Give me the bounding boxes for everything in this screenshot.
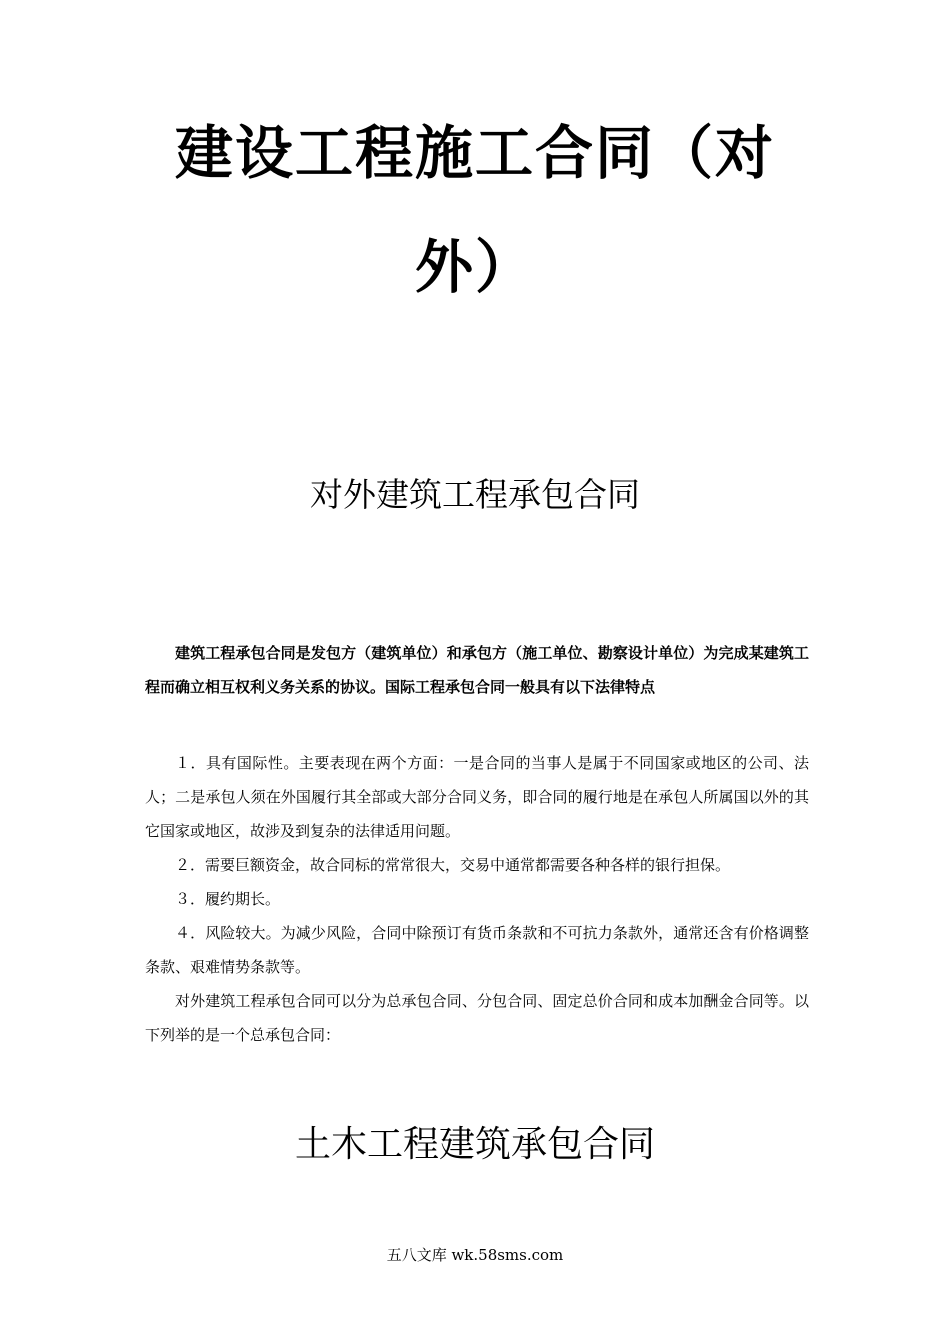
feature-paragraph-4: ４．风险较大。为减少风险，合同中除预订有货币条款和不可抗力条款外，通常还含有价格调整条款、艰难情势条款等。 [145,924,809,976]
intro-text: 建筑工程承包合同是发包方（建筑单位）和承包方（施工单位、勘察设计单位）为完成某建筑工程而确立相互权利义务关系的协议。国际工程承包合同一般具有以下法律特点 [145,644,809,696]
section-title-foreign-contract: 对外建筑工程承包合同 [310,475,640,514]
document-title-line-2: 外） [414,233,535,301]
feature-paragraph-1: １．具有国际性。主要表现在两个方面：一是合同的当事人是属于不同国家或地区的公司、法人；二是承包人须在外国履行其全部或大部分合同义务，即合同的履行地是在承包人所属国以外的其它国家或地区，故涉及到复杂的法律适用问题。 [145,754,809,840]
feature-paragraph-3: ３．履约期长。 [175,890,281,908]
intro-paragraph [145,636,809,704]
feature-paragraph-2: ２．需要巨额资金，故合同标的常常很大，交易中通常都需要各种各样的银行担保。 [175,856,731,874]
section-title-civil-contract: 土木工程建筑承包合同 [294,1124,655,1165]
document-title-line-1: 建设工程施工合同（对 [174,119,775,187]
classification-paragraph: 对外建筑工程承包合同可以分为总承包合同、分包合同、固定总价合同和成本加酬金合同等。以下列举的是一个总承包合同： [145,992,809,1044]
page-footer: 五八文库 wk.58sms.com [386,1246,564,1264]
features-list [145,746,809,1052]
